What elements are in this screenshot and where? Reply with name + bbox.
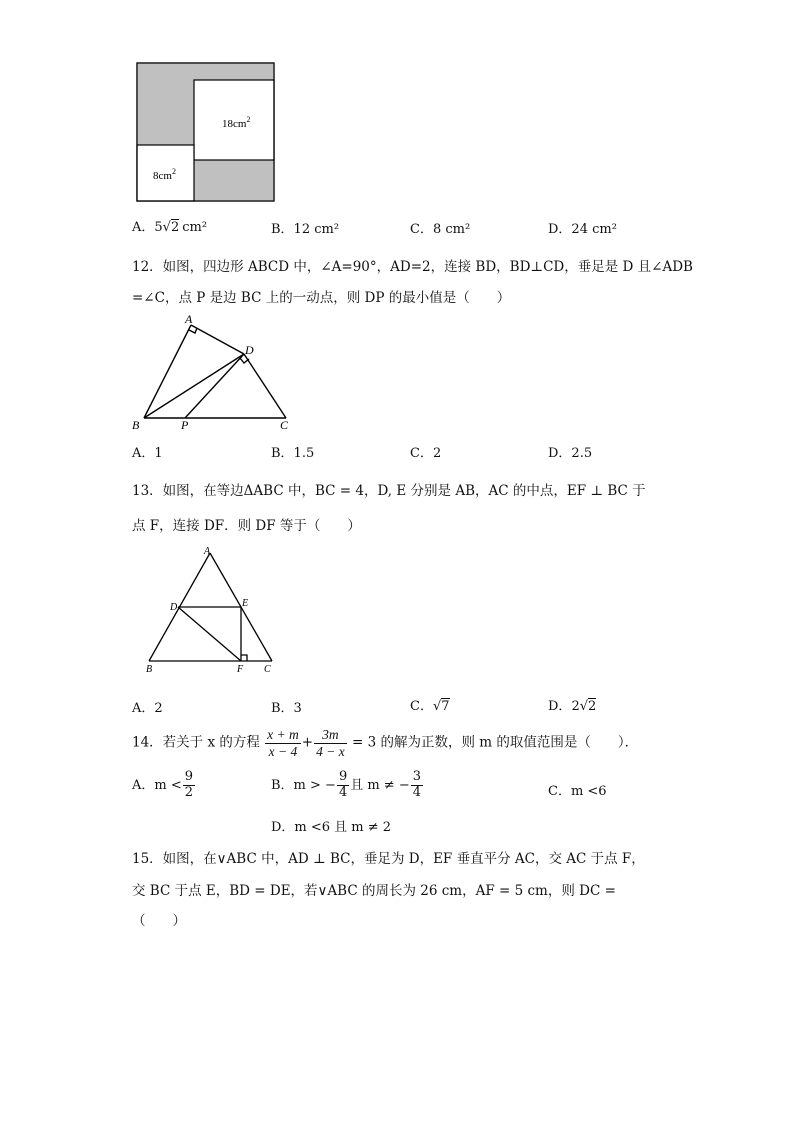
shaded-region-left <box>137 63 194 145</box>
q13-option-b[interactable]: B．3 <box>271 701 302 716</box>
q13-stem-line2: 点 F，连接 DF．则 DF 等于（ ） <box>132 518 361 534</box>
q13-figure <box>142 544 282 676</box>
sqrt-symbol: √ <box>162 220 171 235</box>
q11-option-b[interactable]: B．12 cm² <box>271 222 340 237</box>
label-P: P <box>181 418 189 432</box>
q12-stem-line1: 12．如图，四边形 ABCD 中，∠A=90°，AD=2，连接 BD，BD⊥CD，垂足是 D 且∠ADB <box>132 259 693 275</box>
q14-option-c[interactable]: C．m <6 <box>548 784 607 799</box>
q11-option-d[interactable]: D．24 cm² <box>548 222 617 237</box>
q14-option-b[interactable]: B．m > − $\frac{9}{4}$ 且 m ≠ − $\frac{3}{4}$ <box>271 769 422 800</box>
q11-figure <box>136 62 276 204</box>
sqrt-symbol: √ <box>579 699 589 714</box>
label-E: E <box>242 598 249 609</box>
label-B: B <box>146 664 153 675</box>
q12-option-c[interactable]: C．2 <box>410 446 442 461</box>
q14-option-d[interactable]: D．m <6 且 m ≠ 2 <box>271 820 392 835</box>
q15-stem-line2: 交 BC 于点 E，BD = DE，若∨ABC 的周长为 26 cm，AF = 5 cm，则 DC = <box>132 883 616 899</box>
q15-stem-line3: （ ） <box>132 913 186 929</box>
q11-option-c[interactable]: C．8 cm² <box>410 222 471 237</box>
label-D: D <box>245 343 254 357</box>
label-A: A <box>204 546 211 557</box>
q11-option-a[interactable]: A．5√2 cm² <box>132 220 208 235</box>
shaded-region-bottom <box>194 160 274 201</box>
q13-option-d[interactable]: D．2√2 <box>548 699 597 714</box>
q14-option-a[interactable]: A．m < $\frac{9}{2}$ <box>132 769 194 800</box>
label-F: F <box>237 664 244 675</box>
q13-stem-line1: 13．如图，在等边ΔABC 中，BC = 4，D, E 分别是 AB，AC 的中点，EF ⊥ BC 于 <box>132 483 646 499</box>
label-D: D <box>170 602 178 613</box>
q12-figure <box>128 312 298 434</box>
sqrt-symbol: √ <box>432 699 442 714</box>
label-C: C <box>264 664 271 675</box>
small-square-label: $8cm^2$ <box>153 167 176 182</box>
q12-stem-line2: =∠C，点 P 是边 BC 上的一动点，则 DP 的最小值是（ ） <box>132 290 511 306</box>
label-C: C <box>280 418 289 432</box>
q12-option-a[interactable]: A．1 <box>132 446 163 461</box>
q15-stem-line1: 15．如图，在∨ABC 中，AD ⊥ BC，垂足为 D，EF 垂直平分 AC，交 AC 于点 F， <box>132 851 645 867</box>
label-B: B <box>132 418 140 432</box>
q13-option-a[interactable]: A．2 <box>132 701 163 716</box>
q14-fraction-1: $\frac{x + m}{x - 4}$ <box>267 727 299 759</box>
q12-option-b[interactable]: B．1.5 <box>271 446 315 461</box>
q12-option-d[interactable]: D．2.5 <box>548 446 593 461</box>
big-square-label: $18cm^2$ <box>222 115 251 130</box>
label-A: A <box>185 312 193 326</box>
q14-fraction-2: $\frac{3m}{4 - x}$ <box>316 727 345 759</box>
q13-option-c[interactable]: C．√7 <box>410 699 450 714</box>
q14-stem: 14．若关于 x 的方程 $\frac{x + m}{x - 4}$ + $\frac{3m}{4 - x}$ = 3 的解为正数，则 m 的取值范围是（ ）． <box>132 727 639 759</box>
